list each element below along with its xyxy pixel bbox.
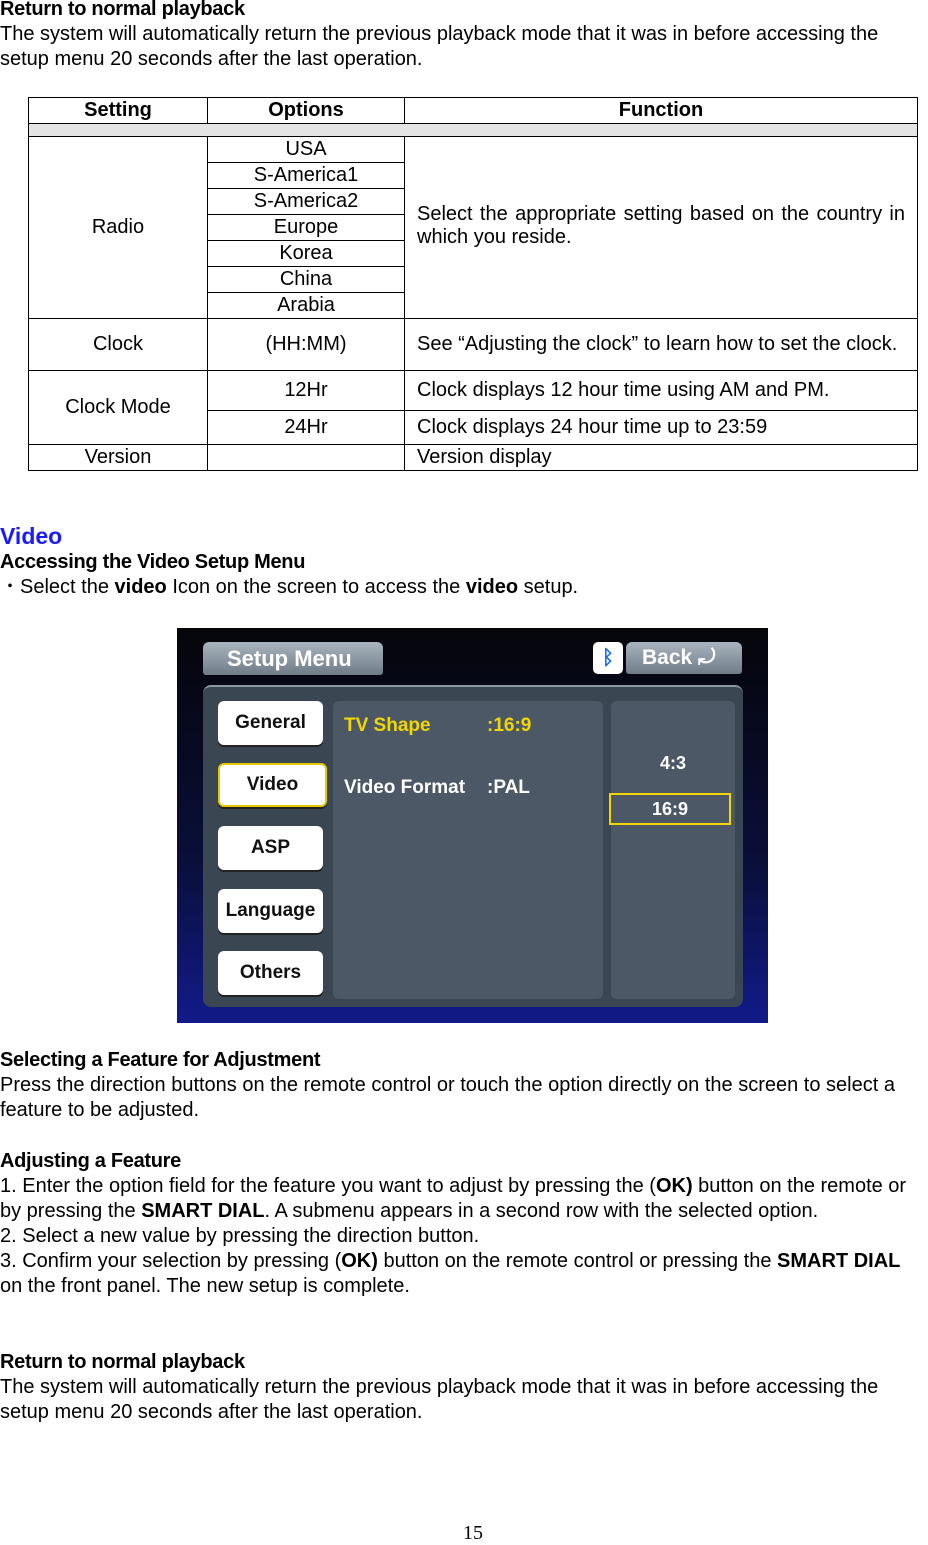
- option: China: [208, 267, 405, 293]
- heading: Accessing the Video Setup Menu: [0, 551, 306, 573]
- option: Arabia: [208, 293, 405, 319]
- option: S-America2: [208, 189, 405, 215]
- section-title: Video: [0, 523, 63, 549]
- paragraph: ・Select the video Icon on the screen to access the video setup.: [0, 576, 579, 598]
- setup-menu-title: Setup Menu: [203, 642, 383, 675]
- options-list: [333, 701, 603, 999]
- setup-menu-screenshot: [177, 628, 768, 1023]
- step-3: 3. Confirm your selection by pressing (OK) button on the remote control or pressing the SMART DIAL on the front panel. The new setup is complete.: [0, 1250, 901, 1297]
- function-radio: Select the appropriate setting based on the country in which you reside.: [405, 137, 918, 319]
- function: Clock displays 12 hour time using AM and PM.: [405, 371, 918, 411]
- function-version: Version display: [405, 445, 918, 471]
- back-arrow-icon: ⤾: [698, 646, 716, 669]
- settings-table: [28, 97, 918, 471]
- option: (HH:MM): [208, 319, 405, 371]
- back-button[interactable]: Back ⤾: [626, 642, 742, 674]
- option: [208, 445, 405, 471]
- option: S-America1: [208, 163, 405, 189]
- option: 24Hr: [208, 411, 405, 445]
- separator-row: [29, 124, 918, 137]
- tab-video[interactable]: Video: [218, 763, 327, 807]
- col-header-function: Function: [405, 98, 918, 124]
- heading: Selecting a Feature for Adjustment: [0, 1049, 321, 1071]
- setting-version: Version: [29, 445, 208, 471]
- section-selecting: [0, 1048, 928, 1123]
- heading: Adjusting a Feature: [0, 1150, 181, 1172]
- option-tv-shape[interactable]: TV Shape :16:9: [344, 715, 532, 736]
- choice-4-3[interactable]: 4:3: [659, 753, 686, 773]
- paragraph: The system will automatically return the previous playback mode that it was in before accessing the setup menu 20 seconds after the last operation.: [0, 23, 879, 70]
- choices-list: [611, 701, 735, 999]
- tab-asp[interactable]: ASP: [218, 826, 323, 870]
- page-number: 15: [463, 1522, 483, 1544]
- tab-others[interactable]: Others: [218, 951, 323, 995]
- heading: Return to normal playback: [0, 0, 245, 20]
- section-adjusting: [0, 1149, 928, 1299]
- section-video: [0, 523, 928, 600]
- function: Clock displays 24 hour time up to 23:59: [405, 411, 918, 445]
- section-return-playback: [0, 0, 928, 72]
- function-clock: See “Adjusting the clock” to learn how to set the clock.: [405, 319, 918, 371]
- heading: Return to normal playback: [0, 1351, 245, 1373]
- tab-general[interactable]: General: [218, 701, 323, 745]
- tab-language[interactable]: Language: [218, 889, 323, 933]
- option: Europe: [208, 215, 405, 241]
- setting-radio: Radio: [29, 137, 208, 319]
- option-video-format[interactable]: Video Format :PAL: [344, 777, 530, 798]
- step-2: 2. Select a new value by pressing the direction button.: [0, 1225, 480, 1247]
- bluetooth-icon[interactable]: ᛒ: [593, 642, 623, 674]
- menu-panel: [203, 685, 743, 1007]
- option: Korea: [208, 241, 405, 267]
- choice-16-9[interactable]: 16:9: [609, 793, 731, 825]
- option: USA: [208, 137, 405, 163]
- section-return-playback-2: [0, 1350, 928, 1425]
- col-header-options: Options: [208, 98, 405, 124]
- paragraph: The system will automatically return the previous playback mode that it was in before accessing the setup menu 20 seconds after the last operation.: [0, 1376, 879, 1423]
- step-1: 1. Enter the option field for the feature you want to adjust by pressing the (OK) button on the remote or by pressing the SMART DIAL. A submenu appears in a second row with the selected option.: [0, 1175, 907, 1222]
- setting-clock-mode: Clock Mode: [29, 371, 208, 445]
- setting-clock: Clock: [29, 319, 208, 371]
- col-header-setting: Setting: [29, 98, 208, 124]
- paragraph: Press the direction buttons on the remote control or touch the option directly on the screen to select a feature to be adjusted.: [0, 1074, 895, 1121]
- option: 12Hr: [208, 371, 405, 411]
